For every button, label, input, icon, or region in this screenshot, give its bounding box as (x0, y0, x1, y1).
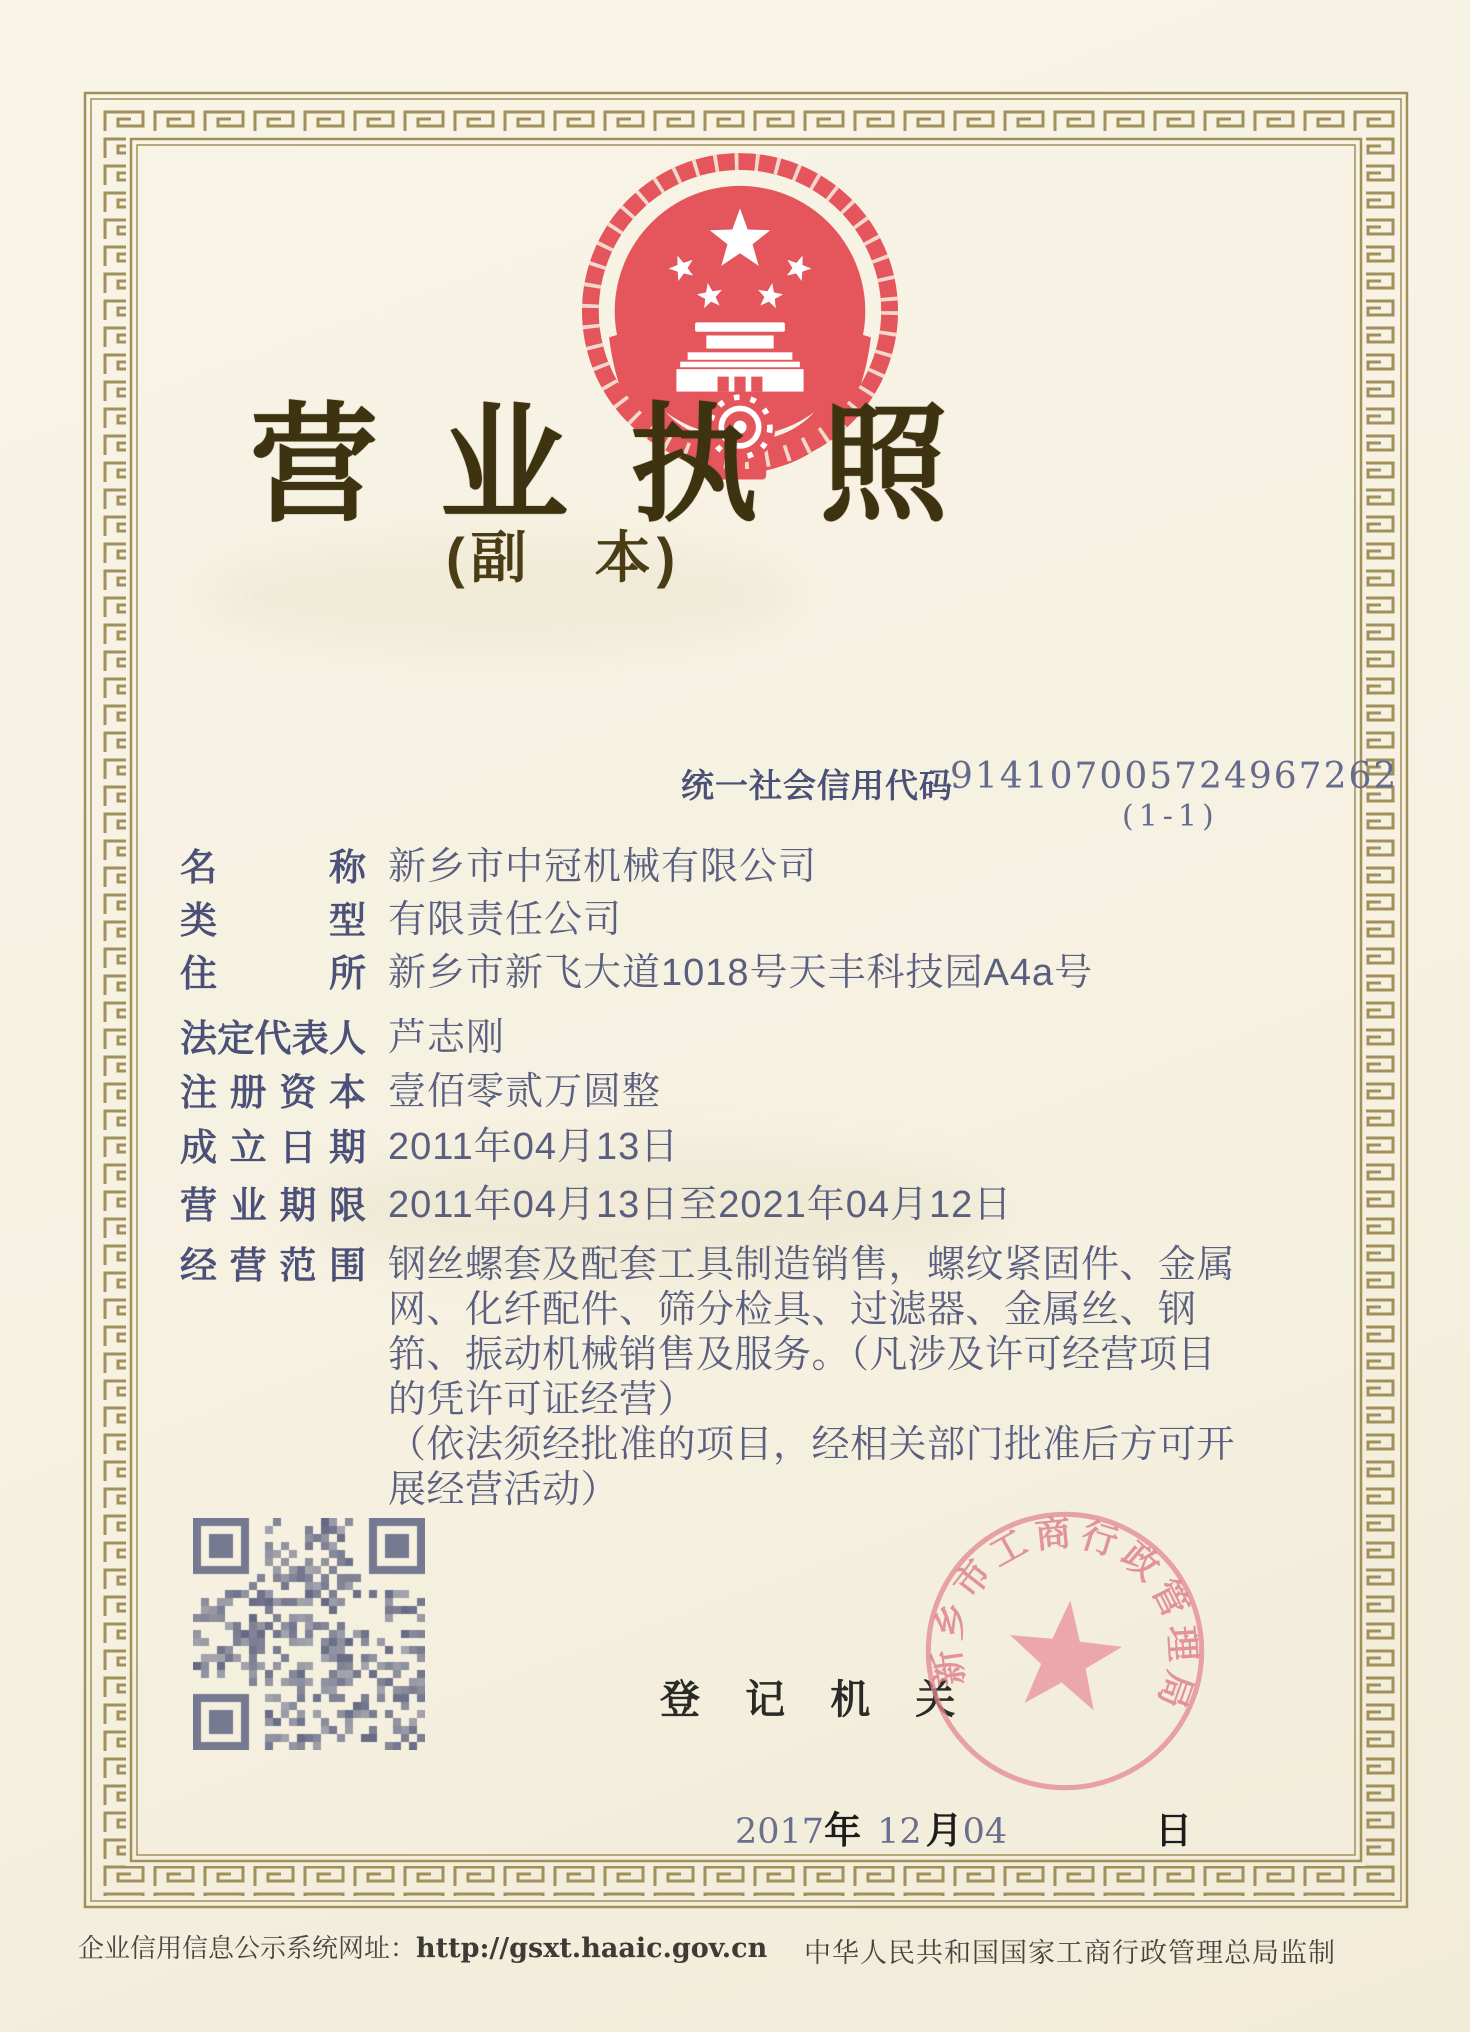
field-label: 营业期限 (180, 1185, 366, 1226)
document-title: 营业执照 (250, 394, 1011, 537)
seal-star-icon (1003, 1594, 1126, 1712)
qr-code (193, 1518, 425, 1750)
credit-code-label: 统一社会信用代码 (681, 767, 953, 804)
field-row-business-scope (180, 1243, 1235, 1513)
field-label: 名称 (180, 847, 366, 888)
scope-line: 的凭许可证经营） (388, 1379, 697, 1421)
field-value: 2011年04月13日至2021年04月12日 (388, 1184, 1013, 1226)
issue-year: 2017 (735, 1812, 825, 1852)
field-value: 芦志刚 (388, 1017, 506, 1059)
field-value: 新乡市中冠机械有限公司 (388, 846, 818, 888)
field-label: 类型 (180, 900, 366, 941)
field-row-established-date (180, 1125, 679, 1170)
field-label: 成立日期 (180, 1127, 366, 1168)
field-label: 法定代表人 (180, 1018, 366, 1059)
scope-line: 筘、振动机械销售及服务。（凡涉及许可经营项目 (388, 1334, 1217, 1376)
field-value-multiline (388, 1243, 1235, 1513)
field-row-address (180, 951, 1093, 996)
field-row-registered-capital (180, 1070, 661, 1115)
scope-line: 网、化纤配件、筛分检具、过滤器、金属丝、钢 (388, 1289, 1197, 1331)
field-label: 住所 (180, 953, 366, 994)
issue-day: 04 (962, 1812, 1008, 1852)
scope-line: （依法须经批准的项目，经相关部门批准后方可开 (388, 1424, 1236, 1466)
field-value: 2011年04月13日 (388, 1126, 680, 1168)
footer-url-label: 企业信用信息公示系统网址： (78, 1933, 417, 1963)
field-value: 壹佰零贰万圆整 (388, 1071, 662, 1113)
registrar-label: 登 记 机 关 (660, 1678, 973, 1722)
scope-line: 展经营活动） (388, 1469, 620, 1511)
footer-issuer: 中华人民共和国国家工商行政管理总局监制 (804, 1938, 1336, 1968)
footer-url: http://gsxt.haaic.gov.cn (416, 1933, 768, 1964)
field-label: 注册资本 (180, 1072, 366, 1113)
official-red-seal (897, 1483, 1233, 1819)
field-row-type (180, 898, 622, 943)
credit-code-value: 914107005724967262 (950, 756, 1399, 797)
issue-date (735, 1800, 1192, 1854)
seal-text: 新乡市工商行政管理局 (926, 1512, 1203, 1714)
scope-line: 钢丝螺套及配套工具制造销售，螺纹紧固件、金属 (388, 1244, 1236, 1286)
field-value: 有限责任公司 (388, 899, 623, 941)
day-suffix: 日 (1155, 1810, 1193, 1851)
issue-month: 12 (877, 1812, 922, 1852)
year-suffix: 年 (824, 1810, 862, 1851)
field-row-business-term (180, 1183, 1012, 1228)
field-label: 经营范围 (180, 1245, 366, 1286)
document-subtitle: (副 本) (446, 526, 682, 589)
page-note: (1-1) (1122, 799, 1219, 834)
month-suffix: 月 (925, 1810, 963, 1851)
footer-publicity-url (78, 1928, 767, 1965)
field-row-name (180, 845, 817, 890)
field-row-legal-rep (180, 1016, 505, 1061)
field-value: 新乡市新飞大道1018号天丰科技园A4a号 (388, 952, 1094, 994)
